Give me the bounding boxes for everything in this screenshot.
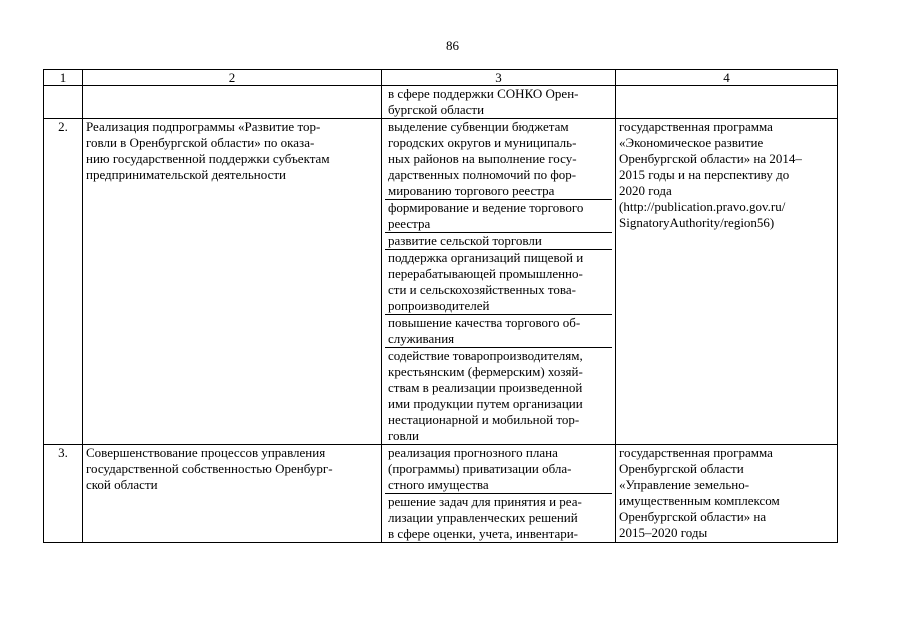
measure-item: в сфере поддержки СОНКО Орен- бургской области	[388, 86, 579, 117]
measure-item: повышение качества торгового об- служивания	[385, 315, 612, 348]
row-measures	[382, 119, 616, 445]
row-measures	[382, 445, 616, 543]
column-header: 3	[382, 70, 616, 86]
row-measures	[382, 86, 616, 119]
column-header: 1	[44, 70, 83, 86]
measure-item: решение задач для принятия и реа- лизации управленческих решений в сфере оценки, учета, инвентари-	[388, 494, 582, 541]
row-program	[616, 86, 838, 119]
column-header: 4	[616, 70, 838, 86]
row-number: 3.	[44, 445, 83, 543]
row-name	[83, 86, 382, 119]
measure-item: выделение субвенции бюджетам городских округов и муниципаль- ных районов на выполнение госу- дарственных полномочий по фор- мированию торгового реестра	[385, 119, 612, 200]
row-number	[44, 86, 83, 119]
measure-item: развитие сельской торговли	[385, 233, 612, 250]
table-row	[44, 119, 838, 445]
row-name: Реализация подпрограммы «Развитие тор- говли в Оренбургской области» по оказа- нию государственной поддержки субъектам предпринимательской деятельности	[83, 119, 382, 445]
measure-item: реализация прогнозного плана (программы) приватизации обла- стного имущества	[385, 445, 612, 494]
row-name: Совершенствование процессов управления государственной собственностью Оренбург- ской области	[83, 445, 382, 543]
row-number: 2.	[44, 119, 83, 445]
measure-item: поддержка организаций пищевой и перерабатывающей промышленно- сти и сельскохозяйственных това- ропроизводителей	[385, 250, 612, 315]
measures-table	[43, 69, 838, 543]
table-header-row	[44, 70, 838, 86]
page-number: 86	[446, 38, 459, 53]
column-header: 2	[83, 70, 382, 86]
row-program: государственная программа Оренбургской области «Управление земельно- имущественным комплексом Оренбургской области» на 2015–2020 годы	[616, 445, 838, 543]
measure-item: содействие товаропроизводителям, крестьянским (фермерским) хозяй- ствам в реализации произведенной ими продукции путем организации нестационарной и мобильной тор- говли	[388, 348, 583, 443]
measure-item: формирование и ведение торгового реестра	[385, 200, 612, 233]
table-row	[44, 445, 838, 543]
row-program: государственная программа «Экономическое развитие Оренбургской области» на 2014– 2015 годы и на перспективу до 2020 года (http://publication.pravo.gov.ru/ SignatoryAuthority/region56)	[616, 119, 838, 445]
table-row	[44, 86, 838, 119]
